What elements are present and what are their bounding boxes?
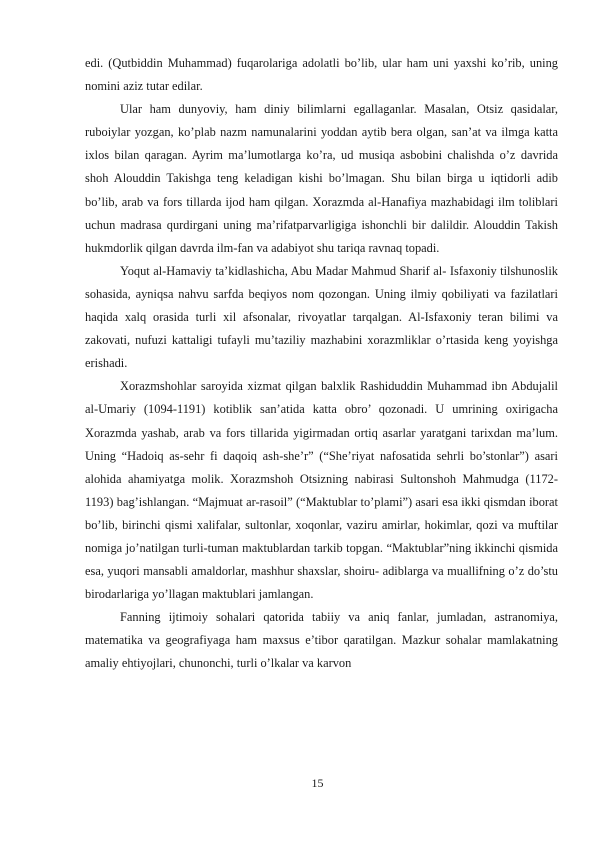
paragraph-3: Yoqut al-Hamaviy ta’kidlashicha, Abu Madar Mahmud Sharif al- Isfaxoniy tilshunoslik sohasida, ayniqsa nahvu sarfda beqiyos nom qozongan. Uning ilmiy qobiliyati va fazilatlari haqida xalq orasida turli xil afsonalar, rivoyatlar tarqalgan. Al-Isfaxoniy teran bilimi va zakovati, nufuzi kattaligi tufayli mu’taziliy mazhabini xorazmliklar o’rtasida keng yoyishga erishadi.: [85, 263, 558, 371]
page-number: 15: [311, 776, 324, 790]
body-text: [85, 52, 558, 676]
paragraph-4: Xorazmshohlar saroyida xizmat qilgan balxlik Rashiduddin Muhammad ibn Abdujalil al-Umariy (1094-1191) kotiblik san’atida katta obro’ qozonadi. U umrining oxirigacha Xorazmda yashab, arab va fors tillarida yigirmadan ortiq asarlar yaratgani tarixdan ma’lum. Uning “Hadoiq as-sehr fi daqoiq ash-she’r” (“She’riyat nafosatida sehrli bo’stonlar”) asari alohida ahamiyatga molik. Xorazmshoh Otsizning nabirasi Sultonshoh Mahmudga (1172-1193) bag’ishlangan. “Majmuat ar-rasoil” (“Maktublar to’plami”) asari esa ikki qismdan iborat bo’lib, birinchi qismi xalifalar, sultonlar, xoqonlar, vaziru amirlar, hokimlar, qozi va muftilar nomiga jo’natilgan turli-tuman maktublardan tarkib topgan. “Maktublar”ning ikkinchi qismida esa, yuqori mansabli amaldorlar, mashhur shaxslar, shoiru- adiblarga va muallifning o’z do’stu birodarlariga yo’llagan maktublari jamlangan.: [85, 379, 558, 602]
paragraph-2: Ular ham dunyoviy, ham diniy bilimlarni egallaganlar. Masalan, Otsiz qasidalar, ruboiylar yozgan, ko’plab nazm namunalarini yoddan aytib bera olgan, san’at va ilmga katta ixlos bilan qaragan. Ayrim ma’lumotlarga ko’ra, ud musiqa asbobini chalishda o’z davrida shoh Alouddin Takishga teng keladigan kishi bo’lmagan. Shu bilan birga u iqtidorli adib bo’lib, arab va fors tillarda ijod ham qilgan. Xorazmda al-Hanafiya mazhabidagi ilm toliblari uchun madrasa qurdirgani uning ma’rifatparvarligiga ishonchli bir dalildir. Alouddin Takish hukmdorlik qilgan davrda ilm-fan va adabiyot shu tariqa ravnaq topadi.: [85, 102, 558, 255]
paragraph-5: Fanning ijtimoiy sohalari qatorida tabiiy va aniq fanlar, jumladan, astranomiya, matematika va geografiyaga ham maxsus e’tibor qaratilgan. Mazkur sohalar mamlakatning amaliy ehtiyojlari, chunonchi, turli o’lkalar va karvon: [85, 610, 558, 671]
paragraph-1: edi. (Qutbiddin Muhammad) fuqarolariga adolatli bo’lib, ular ham uni yaxshi ko’rib, uning nomini aziz tutar edilar.: [85, 56, 558, 94]
